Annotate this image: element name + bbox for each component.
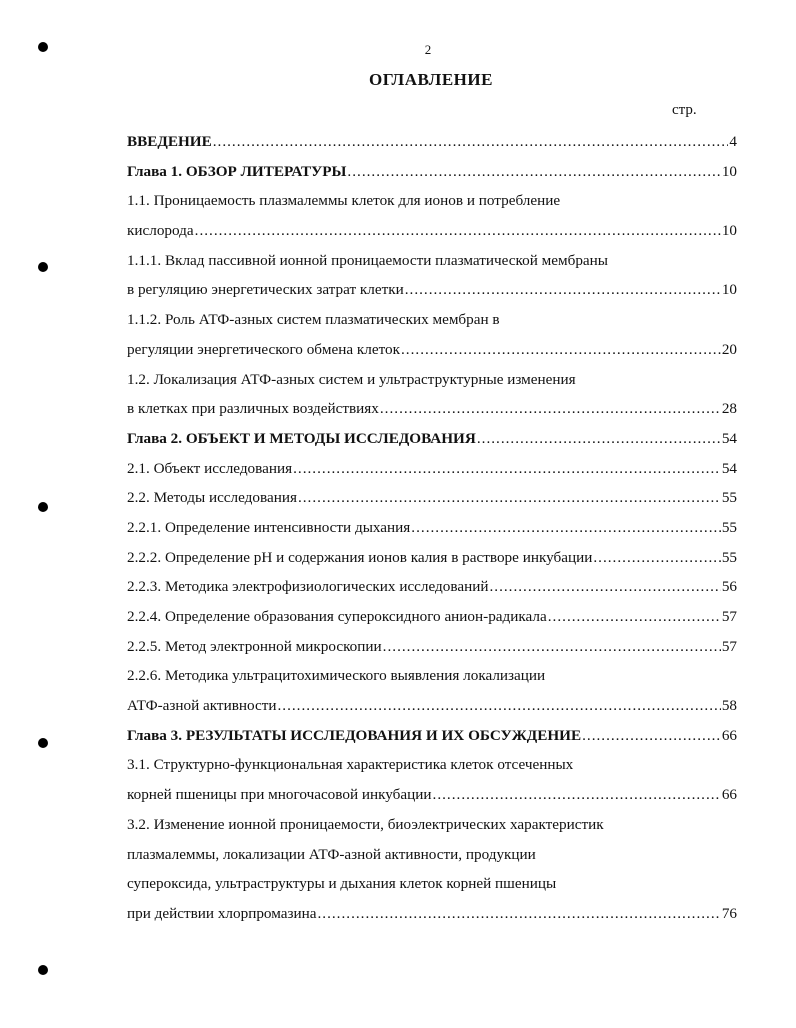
punch-hole-mark-3 [38, 502, 48, 512]
table-of-contents [127, 127, 737, 929]
toc-dot-leader [213, 127, 729, 157]
toc-entry [127, 216, 737, 246]
toc-entry-title: 3.1. Структурно-функциональная характеристика клеток отсеченных [127, 756, 574, 774]
toc-entry [127, 157, 737, 187]
toc-entry-title: Глава 1. ОБЗОР ЛИТЕРАТУРЫ [127, 162, 347, 180]
toc-entry-page: 54 [721, 459, 737, 477]
toc-entry-title: 2.2.5. Метод электронной микроскопии [127, 637, 382, 655]
toc-entry-page: 10 [721, 281, 737, 299]
toc-entry-title: 1.1. Проницаемость плазмалеммы клеток для ионов и потребление [127, 192, 561, 210]
punch-hole-mark-4 [38, 738, 48, 748]
toc-dot-leader [405, 275, 721, 305]
page-number: 2 [424, 42, 432, 57]
toc-dot-leader [489, 572, 720, 602]
toc-entry-title: 1.2. Локализация АТФ-азных систем и ультраструктурные изменения [127, 370, 576, 388]
page-column-label: стр. [672, 102, 697, 118]
punch-hole-mark-5 [38, 965, 48, 975]
toc-entry [127, 483, 737, 513]
toc-entry-title: в клетках при различных воздействиях [127, 400, 379, 418]
toc-dot-leader [401, 335, 721, 365]
toc-entry-title: 2.1. Объект исследования [127, 459, 293, 477]
toc-entry [127, 810, 737, 840]
toc-entry [127, 365, 737, 395]
punch-hole-mark-2 [38, 262, 48, 272]
toc-entry-title: 2.2.2. Определение рН и содержания ионов калия в растворе инкубации [127, 548, 593, 566]
toc-dot-leader [347, 157, 720, 187]
toc-dot-leader [293, 454, 721, 484]
toc-entry-title: плазмалеммы, локализации АТФ-азной активности, продукции [127, 845, 536, 863]
toc-entry-title: АТФ-азной активности [127, 697, 277, 715]
toc-entry-title: 2.2. Методы исследования [127, 489, 297, 507]
toc-entry-page: 76 [721, 904, 737, 922]
toc-dot-leader [433, 780, 721, 810]
toc-dot-leader [298, 483, 721, 513]
toc-entry [127, 840, 737, 870]
toc-entry-title: супероксида, ультраструктуры и дыхания клеток корней пшеницы [127, 875, 557, 893]
toc-entry [127, 543, 737, 573]
toc-entry-title: 2.2.3. Методика электрофизиологических исследований [127, 578, 489, 596]
toc-entry-page: 66 [721, 786, 737, 804]
toc-entry-page: 57 [721, 637, 737, 655]
toc-entry-page: 10 [721, 222, 737, 240]
toc-dot-leader [380, 394, 721, 424]
toc-entry-title: 2.2.1. Определение интенсивности дыхания [127, 518, 411, 536]
toc-dot-leader [477, 424, 721, 454]
toc-entry [127, 305, 737, 335]
toc-entry [127, 127, 737, 157]
toc-entry [127, 454, 737, 484]
toc-entry [127, 186, 737, 216]
toc-entry [127, 780, 737, 810]
toc-entry-page: 55 [721, 489, 737, 507]
toc-entry [127, 513, 737, 543]
toc-dot-leader [548, 602, 721, 632]
toc-entry-title: при действии хлорпромазина [127, 904, 317, 922]
toc-entry [127, 335, 737, 365]
toc-entry-title: в регуляцию энергетических затрат клетки [127, 281, 404, 299]
toc-entry [127, 394, 737, 424]
toc-entry-page: 4 [729, 133, 737, 150]
toc-entry [127, 246, 737, 276]
toc-entry-title: 2.2.6. Методика ультрацитохимического выявления локализации [127, 667, 546, 685]
toc-entry-page: 20 [721, 340, 737, 358]
toc-entry [127, 424, 737, 454]
toc-entry-page: 10 [721, 162, 737, 180]
toc-entry-title: 2.2.4. Определение образования супероксидного анион-радикала [127, 608, 547, 625]
toc-dot-leader [317, 899, 720, 929]
toc-entry-title: Глава 2. ОБЪЕКТ И МЕТОДЫ ИССЛЕДОВАНИЯ [127, 429, 476, 447]
toc-entry [127, 721, 737, 751]
toc-entry [127, 750, 737, 780]
toc-entry-title: 3.2. Изменение ионной проницаемости, биоэлектрических характеристик [127, 815, 604, 833]
toc-dot-leader [582, 721, 721, 751]
toc-entry-title: 1.1.2. Роль АТФ-азных систем плазматических мембран в [127, 311, 500, 329]
toc-entry-page: 55 [721, 548, 737, 566]
toc-entry-title: 1.1.1. Вклад пассивной ионной проницаемости плазматической мембраны [127, 251, 609, 269]
toc-entry-title: корней пшеницы при многочасовой инкубации [127, 786, 432, 804]
toc-entry-page: 57 [721, 608, 737, 625]
toc-entry [127, 691, 737, 721]
toc-entry [127, 661, 737, 691]
toc-entry-title: ВВЕДЕНИЕ [127, 133, 212, 150]
toc-entry-page: 55 [721, 518, 737, 536]
toc-entry [127, 572, 737, 602]
toc-entry-page: 54 [721, 429, 737, 447]
toc-dot-leader [383, 632, 721, 662]
toc-entry-page: 58 [721, 697, 737, 715]
toc-entry [127, 275, 737, 305]
toc-entry-title: Глава 3. РЕЗУЛЬТАТЫ ИССЛЕДОВАНИЯ И ИХ ОБСУЖДЕНИЕ [127, 726, 582, 744]
toc-entry [127, 869, 737, 899]
toc-entry-title: регуляции энергетического обмена клеток [127, 340, 400, 358]
toc-entry-title: кислорода [127, 222, 194, 240]
toc-dot-leader [411, 513, 721, 543]
toc-entry-page: 28 [721, 400, 737, 418]
toc-entry-page: 66 [721, 726, 737, 744]
page-title: ОГЛАВЛЕНИЕ [369, 70, 493, 89]
toc-entry-page: 56 [721, 578, 737, 596]
toc-entry [127, 899, 737, 929]
toc-dot-leader [593, 543, 720, 573]
toc-entry [127, 632, 737, 662]
toc-dot-leader [277, 691, 720, 721]
toc-dot-leader [195, 216, 721, 246]
toc-entry [127, 602, 737, 632]
